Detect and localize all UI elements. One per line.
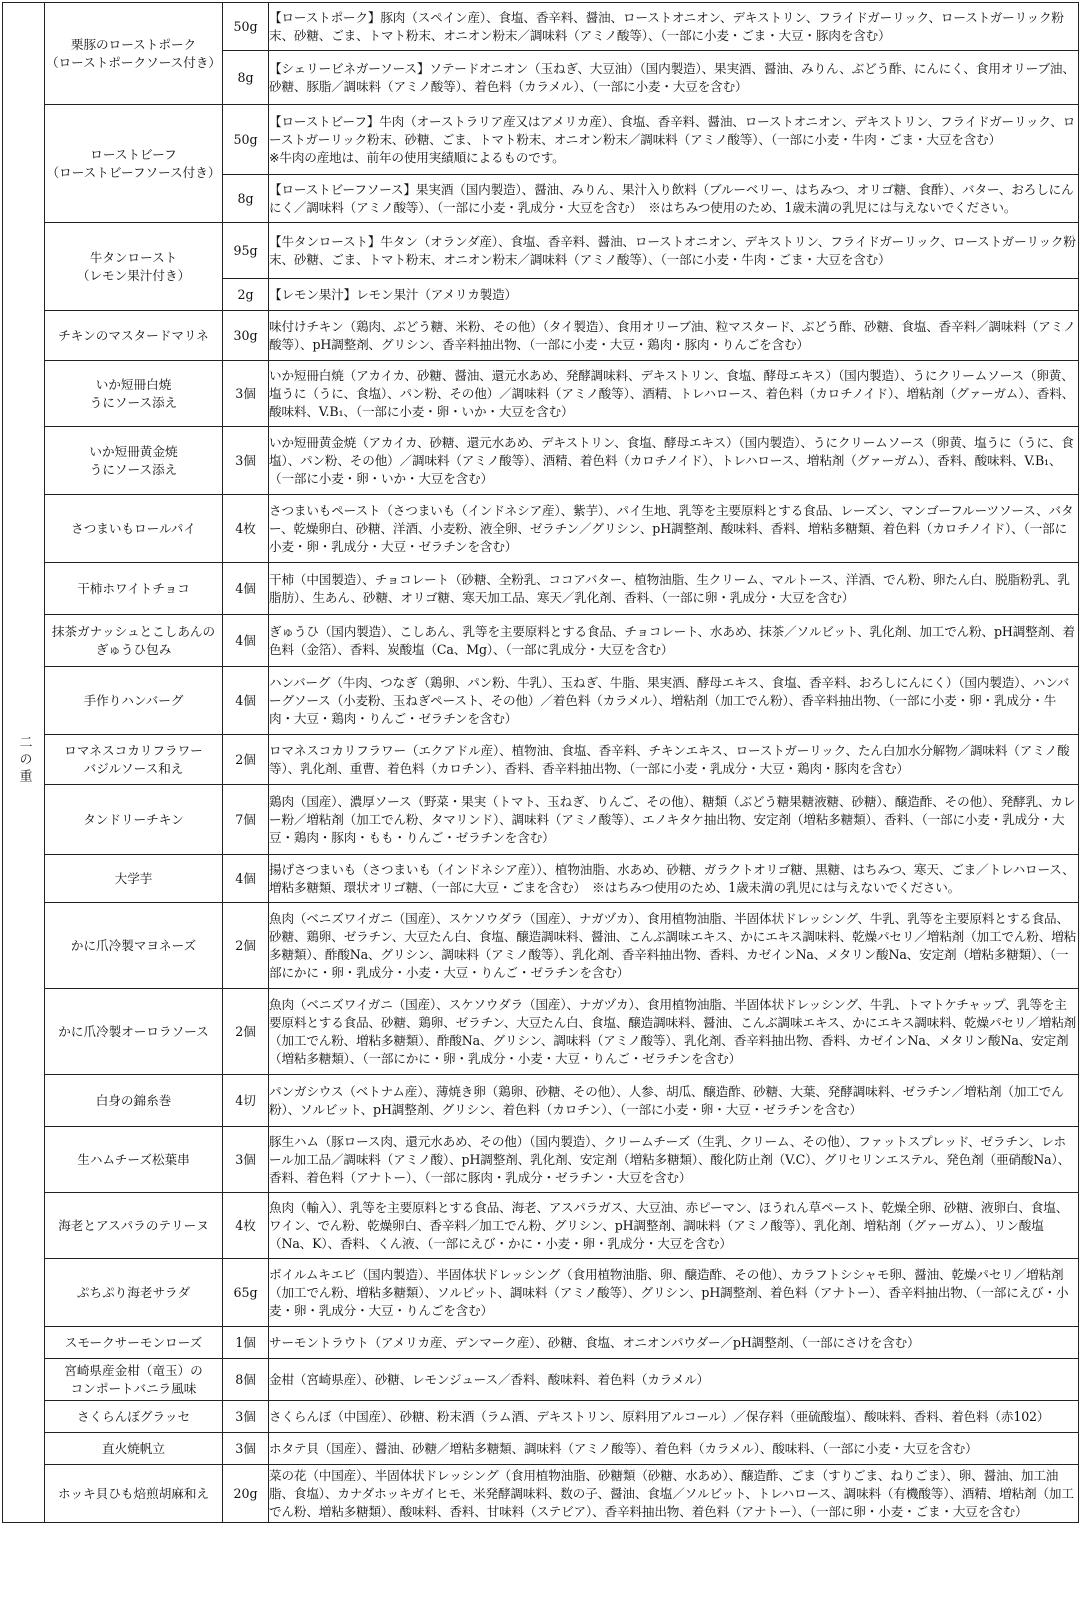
item-name-cell <box>45 855 223 903</box>
item-name-cell <box>45 3 223 105</box>
item-name: かに爪冷製マヨネーズ <box>70 937 197 953</box>
item-ingredients: ホタテ貝（国産）、醤油、砂糖／増粘多糖類、調味料（アミノ酸等）、着色料（カラメル）、酸味料、（一部に小麦・大豆を含む） <box>269 1433 1079 1465</box>
item-quantity: 20g <box>223 1465 269 1523</box>
item-quantity: 4個 <box>223 667 269 735</box>
item-name: 宮崎県産金柑（竜玉）の <box>64 1362 203 1378</box>
section-label: 二の重 <box>16 734 32 786</box>
item-ingredients: ぎゅうひ（国内製造）、こしあん、乳等を主要原料とする食品、チョコレート、水あめ、抹茶／ソルビット、乳化剤、加工でん粉、pH調整剤、着色料（金箔）、香料、炭酸塩（Ca、Mg）、（一部に乳成分・大豆を含む） <box>269 615 1079 667</box>
item-ingredients: 鶏肉（国産）、濃厚ソース（野菜・果実（トマト、玉ねぎ、りんご、その他）、糖類（ぶどう糖果糖液糖、砂糖）、醸造酢、その他）、発酵乳、カレー粉／増粘剤（加工でん粉、タマリンド）、調味料（アミノ酸等）、エノキタケ抽出物、安定剤（増粘多糖類）、香料、（一部に小麦・乳成分・大豆・鶏肉・豚肉・もも・りんご・ゼラチンを含む） <box>269 785 1079 855</box>
table-row <box>3 1465 1079 1523</box>
item-ingredients: 魚肉（ベニズワイガニ（国産）、スケソウダラ（国産）、ナガヅカ）、食用植物油脂、半固体状ドレッシング、牛乳、乳等を主要原料とする食品、砂糖、鶏卵、ゼラチン、大豆たん白、食塩、醸造調味料、醤油、こんぶ調味エキス、かにエキス調味料、乾燥パセリ／増粘剤（加工でん粉、増粘多糖類）、酢酸Na、グリシン、調味料（アミノ酸等）、乳化剤、香辛料抽出物、香料、カゼインNa、メタリン酸Na、安定剤（増粘多糖類）、（一部にかに・卵・乳成分・小麦・大豆・りんご・ゼラチンを含む） <box>269 903 1079 989</box>
item-ingredients: ボイルムキエビ（国内製造）、半固体状ドレッシング（食用植物油脂、卵、醸造酢、その他）、カラフトシシャモ卵、醤油、乾燥パセリ／増粘剤（加工でん粉、増粘多糖類）、ソルビット、調味料（アミノ酸等）、グリシン、pH調整剤、着色料（アナトー）、香辛料抽出物、（一部にえび・小麦・卵・乳成分・大豆・りんごを含む） <box>269 1259 1079 1327</box>
item-ingredients: 干柿（中国製造）、チョコレート（砂糖、全粉乳、ココアバター、植物油脂、生クリーム、マルトース、洋酒、でん粉、卵たん白、脱脂粉乳、乳脂肪）、生あん、砂糖、オリゴ糖、寒天加工品、寒天／乳化剤、香料、（一部に卵・乳成分・大豆を含む） <box>269 563 1079 615</box>
item-quantity: 2個 <box>223 903 269 989</box>
item-name: 干柿ホワイトチョコ <box>77 580 190 596</box>
item-name: （ローストビーフソース付き） <box>46 164 221 180</box>
table-row <box>3 785 1079 855</box>
table-row <box>3 427 1079 495</box>
item-quantity: 4個 <box>223 615 269 667</box>
item-name-cell <box>45 1193 223 1259</box>
item-quantity: 2g <box>223 279 269 311</box>
item-ingredients: さつまいもペースト（さつまいも（インドネシア産）、紫芋）、パイ生地、乳等を主要原料とする食品、レーズン、マンゴーフルーツソース、バター、乾燥卵白、砂糖、洋酒、小麦粉、液全卵、ゼラチン／グリシン、pH調整剤、酸味料、香料、増粘多糖類、着色料（カロチノイド）、（一部に小麦・卵・乳成分・大豆・ゼラチンを含む） <box>269 495 1079 563</box>
item-quantity: 4枚 <box>223 495 269 563</box>
item-name: 海老とアスパラのテリーヌ <box>58 1217 209 1233</box>
item-name: いか短冊黄金焼 <box>89 443 178 459</box>
item-name: うにソース添え <box>89 461 178 477</box>
item-name-cell <box>45 1433 223 1465</box>
item-ingredients: ロマネスコカリフラワー（エクアドル産）、植物油、食塩、香辛料、チキンエキス、ローストガーリック、たん白加水分解物／調味料（アミノ酸等）、乳化剤、重曹、着色料（カロチン）、香料、香辛料抽出物、（一部に小麦・乳成分・大豆・鶏肉・豚肉を含む） <box>269 735 1079 785</box>
item-quantity: 65g <box>223 1259 269 1327</box>
item-name-cell <box>45 903 223 989</box>
table-row <box>3 311 1079 361</box>
table-row <box>3 667 1079 735</box>
item-quantity: 7個 <box>223 785 269 855</box>
item-quantity: 4切 <box>223 1075 269 1127</box>
item-name: 牛タンロースト <box>89 249 178 265</box>
item-ingredients: サーモントラウト（アメリカ産、デンマーク産）、砂糖、食塩、オニオンパウダー／pH調整剤、（一部にさけを含む） <box>269 1327 1079 1359</box>
item-ingredients: 揚げさつまいも（さつまいも（インドネシア産））、植物油脂、水あめ、砂糖、ガラクトオリゴ糖、黒糖、はちみつ、寒天、ごま／トレハロース、増粘多糖類、環状オリゴ糖、（一部に大豆・ごまを含む） ※はちみつ使用のため、1歳未満の乳児には与えないでください。 <box>269 855 1079 903</box>
item-quantity: 8g <box>223 51 269 105</box>
item-name-cell <box>45 1327 223 1359</box>
item-quantity: 3個 <box>223 427 269 495</box>
item-name: チキンのマスタードマリネ <box>58 327 209 343</box>
item-ingredients: いか短冊白焼（アカイカ、砂糖、醤油、還元水あめ、発酵調味料、デキストリン、食塩、酵母エキス）（国内製造）、うにクリームソース（卵黄、塩うに（うに、食塩）、パン粉、その他）／調味料（アミノ酸等）、酒精、トレハロース、着色料（カロチノイド）、増粘剤（グァーガム）、香料、酸味料、V.B₁、（一部に小麦・卵・いか・大豆を含む） <box>269 361 1079 427</box>
item-name-cell <box>45 1075 223 1127</box>
table-row <box>3 1193 1079 1259</box>
item-ingredients: 【レモン果汁】レモン果汁（アメリカ製造） <box>269 279 1079 311</box>
item-ingredients: パンガシウス（ベトナム産）、薄焼き卵（鶏卵、砂糖、その他）、人参、胡瓜、醸造酢、砂糖、大葉、発酵調味料、ゼラチン／増粘剤（加工でん粉）、ソルビット、pH調整剤、グリシン、着色料（カロチン）、（一部に小麦・卵・大豆・ゼラチンを含む） <box>269 1075 1079 1127</box>
table-row <box>3 1075 1079 1127</box>
item-name: 手作りハンバーグ <box>83 692 184 708</box>
item-quantity: 3個 <box>223 1401 269 1433</box>
table-row <box>3 1401 1079 1433</box>
item-quantity: 95g <box>223 223 269 279</box>
item-quantity: 8g <box>223 175 269 223</box>
item-quantity: 4個 <box>223 563 269 615</box>
item-name-cell <box>45 495 223 563</box>
item-ingredients: 金柑（宮崎県産）、砂糖、レモンジュース／香料、酸味料、着色料（カラメル） <box>269 1359 1079 1401</box>
item-name-cell <box>45 1127 223 1193</box>
item-name-cell <box>45 311 223 361</box>
item-name: 白身の錦糸巻 <box>95 1092 172 1108</box>
item-quantity: 3個 <box>223 361 269 427</box>
item-quantity: 8個 <box>223 1359 269 1401</box>
item-name: 直火焼帆立 <box>102 1440 165 1456</box>
item-quantity: 3個 <box>223 1433 269 1465</box>
item-name: 抹茶ガナッシュとこしあんの <box>51 623 216 639</box>
item-name-cell <box>45 1465 223 1523</box>
table-row <box>3 3 1079 51</box>
item-name-cell <box>45 785 223 855</box>
item-name: ぎゅうひ包み <box>95 641 172 657</box>
item-name: 栗豚のローストポーク <box>70 36 197 52</box>
item-name: ローストビーフ <box>90 146 177 162</box>
table-row <box>3 1259 1079 1327</box>
item-quantity: 4個 <box>223 855 269 903</box>
table-row <box>3 1127 1079 1193</box>
item-name: タンドリーチキン <box>83 811 184 827</box>
table-row <box>3 735 1079 785</box>
item-name: スモークサーモンローズ <box>64 1334 203 1350</box>
item-name: さくらんぼグラッセ <box>76 1408 191 1424</box>
item-ingredients: 魚肉（ベニズワイガニ（国産）、スケソウダラ（国産）、ナガヅカ）、食用植物油脂、半固体状ドレッシング、牛乳、トマトケチャップ、乳等を主要原料とする食品、砂糖、鶏卵、ゼラチン、大豆たん白、食塩、醸造調味料、醤油、こんぶ調味エキス、かにエキス調味料、乾燥パセリ／増粘剤（加工でん粉、増粘多糖類）、酢酸Na、グリシン、調味料（アミノ酸等）、乳化剤、香辛料抽出物、香料、カゼインNa、メタリン酸Na、安定剤（増粘多糖類）、（一部にかに・卵・乳成分・小麦・大豆・りんご・ゼラチンを含む） <box>269 989 1079 1075</box>
item-ingredients: 【ローストビーフソース】果実酒（国内製造）、醤油、みりん、果汁入り飲料（ブルーベリー、はちみつ、オリゴ糖、食酢）、バター、おろしにんにく／調味料（アミノ酸等）、（一部に小麦・乳成分・大豆を含む） ※はちみつ使用のため、1歳未満の乳児には与えないでください。 <box>269 175 1079 223</box>
item-name: うにソース添え <box>89 394 178 410</box>
item-name-cell <box>45 1359 223 1401</box>
item-name-cell <box>45 361 223 427</box>
table-row <box>3 855 1079 903</box>
item-quantity: 30g <box>223 311 269 361</box>
item-name: ホッキ貝ひも焙煎胡麻和え <box>57 1485 210 1501</box>
item-name: ぷちぷり海老サラダ <box>76 1284 191 1300</box>
item-name-cell <box>45 989 223 1075</box>
table-row <box>3 105 1079 175</box>
item-ingredients: 豚生ハム（豚ロース肉、還元水あめ、その他）（国内製造）、クリームチーズ（生乳、クリーム、その他）、ファットスプレッド、ゼラチン、レホール加工品／調味料（アミノ酸）、pH調整剤、乳化剤、安定剤（増粘多糖類）、酸化防止剤（V.C）、グリセリンエステル、発色剤（亜硝酸Na）、香料、着色料（アナトー）、（一部に豚肉・乳成分・ゼラチン・大豆を含む） <box>269 1127 1079 1193</box>
item-name: かに爪冷製オーロラソース <box>58 1023 209 1039</box>
item-name: ロマネスコカリフラワー <box>64 742 203 758</box>
item-quantity: 1個 <box>223 1327 269 1359</box>
item-ingredients: 菜の花（中国産）、半固体状ドレッシング（食用植物油脂、砂糖類（砂糖、水あめ）、醸造酢、ごま（すりごま、ねりごま）、卵、醤油、加工油脂、食塩）、カナダホッキガイヒモ、米発酵調味料、数の子、醤油、食塩／ソルビット、トレハロース、調味料（有機酸等）、酒精、増粘剤（加工でん粉、増粘多糖類）、酸味料、香料、甘味料（ステビア）、香辛料抽出物、着色料（アナトー）、（一部に卵・小麦・ごま・大豆を含む） <box>269 1465 1079 1523</box>
item-quantity: 4枚 <box>223 1193 269 1259</box>
table-row <box>3 1433 1079 1465</box>
item-name-cell <box>45 735 223 785</box>
item-quantity: 50g <box>223 105 269 175</box>
table-row <box>3 1327 1079 1359</box>
allergen-ingredient-table <box>2 2 1079 1523</box>
item-name: バジルソース和え <box>83 760 184 776</box>
item-name: （ローストポークソース付き） <box>45 54 222 70</box>
item-name-cell <box>45 1401 223 1433</box>
item-ingredients: 【ローストポーク】豚肉（スペイン産）、食塩、香辛料、醤油、ローストオニオン、デキストリン、フライドガーリック、ローストガーリック粉末、砂糖、ごま、トマト粉末、オニオン粉末／調味料（アミノ酸等）、（一部に小麦・ごま・大豆・豚肉を含む） <box>269 3 1079 51</box>
table-row <box>3 1359 1079 1401</box>
item-quantity: 3個 <box>223 1127 269 1193</box>
item-name: コンポートバニラ風味 <box>70 1380 197 1396</box>
item-name-cell <box>45 563 223 615</box>
item-ingredients: 【牛タンロースト】牛タン（オランダ産）、食塩、香辛料、醤油、ローストオニオン、デキストリン、フライドガーリック、ローストガーリック粉末、砂糖、ごま、トマト粉末、オニオン粉末／調味料（アミノ酸等）、（一部に小麦・牛肉・ごま・大豆を含む） <box>269 223 1079 279</box>
item-ingredients: 味付けチキン（鶏肉、ぶどう糖、米粉、その他）（タイ製造）、食用オリーブ油、粒マスタード、ぶどう酢、砂糖、食塩、香辛料／調味料（アミノ酸等）、pH調整剤、グリシン、香辛料抽出物、（一部に小麦・大豆・鶏肉・豚肉・りんごを含む） <box>269 311 1079 361</box>
item-name-cell <box>45 105 223 223</box>
section-cell <box>3 3 45 1523</box>
item-ingredients: さくらんぼ（中国産）、砂糖、粉末酒（ラム酒、デキストリン、原料用アルコール）／保存料（亜硫酸塩）、酸味料、香料、着色料（赤102） <box>269 1401 1079 1433</box>
item-name: いか短冊白焼 <box>95 376 172 392</box>
table-row <box>3 223 1079 279</box>
item-name: 生ハムチーズ松葉串 <box>77 1151 190 1167</box>
item-ingredients: 【シェリービネガーソース】ソテードオニオン（玉ねぎ、大豆油）（国内製造）、果実酒、醤油、みりん、ぶどう酢、にんにく、食用オリーブ油、砂糖、豚脂／調味料（アミノ酸等）、着色料（カラメル）、（一部に小麦・大豆を含む） <box>269 51 1079 105</box>
item-name-cell <box>45 223 223 311</box>
item-name: 大学芋 <box>114 870 153 886</box>
item-name-cell <box>45 427 223 495</box>
table-row <box>3 903 1079 989</box>
item-ingredients: 魚肉（輸入）、乳等を主要原料とする食品、海老、アスパラガス、大豆油、赤ピーマン、ほうれん草ペースト、乾燥全卵、砂糖、液卵白、食塩、ワイン、でん粉、乾燥卵白、香辛料／加工でん粉、グリシン、pH調整剤、調味料（アミノ酸等）、乳化剤、増粘剤（グァーガム）、リン酸塩（Na、K）、香料、くん液、（一部にえび・かに・小麦・卵・乳成分・大豆を含む） <box>269 1193 1079 1259</box>
table-row <box>3 495 1079 563</box>
table-body <box>3 3 1079 1523</box>
table-row <box>3 615 1079 667</box>
item-ingredients: ハンバーグ（牛肉、つなぎ（鶏卵、パン粉、牛乳）、玉ねぎ、牛脂、果実酒、酵母エキス、食塩、香辛料、おろしにんにく）（国内製造）、ハンバーグソース（小麦粉、玉ねぎペースト、その他）／着色料（カラメル）、増粘剤（加工でん粉）、香辛料抽出物、（一部に小麦・卵・乳成分・牛肉・大豆・鶏肉・りんご・ゼラチンを含む） <box>269 667 1079 735</box>
table-row <box>3 563 1079 615</box>
table-row <box>3 361 1079 427</box>
item-name: （レモン果汁付き） <box>76 267 191 283</box>
item-quantity: 2個 <box>223 989 269 1075</box>
item-name-cell <box>45 615 223 667</box>
item-ingredients: いか短冊黄金焼（アカイカ、砂糖、還元水あめ、デキストリン、食塩、酵母エキス）（国内製造）、うにクリームソース（卵黄、塩うに（うに、食塩）、パン粉、その他）／調味料（アミノ酸等）、酒精、着色料（カロチノイド）、トレハロース、増粘剤（グァーガム）、香料、酸味料、V.B₁、（一部に小麦・卵・いか・大豆を含む） <box>269 427 1079 495</box>
item-name: さつまいもロールパイ <box>71 520 196 536</box>
item-name-cell <box>45 667 223 735</box>
item-ingredients: 【ローストビーフ】牛肉（オーストラリア産又はアメリカ産）、食塩、香辛料、醤油、ローストオニオン、デキストリン、フライドガーリック、ローストガーリック粉末、砂糖、ごま、トマト粉末、オニオン粉末／調味料（アミノ酸等）、（一部に小麦・牛肉・ごま・大豆を含む） ※牛肉の産地は、前年の使用実績順によるものです。 <box>269 105 1079 175</box>
item-name-cell <box>45 1259 223 1327</box>
table-row <box>3 989 1079 1075</box>
item-quantity: 2個 <box>223 735 269 785</box>
item-quantity: 50g <box>223 3 269 51</box>
